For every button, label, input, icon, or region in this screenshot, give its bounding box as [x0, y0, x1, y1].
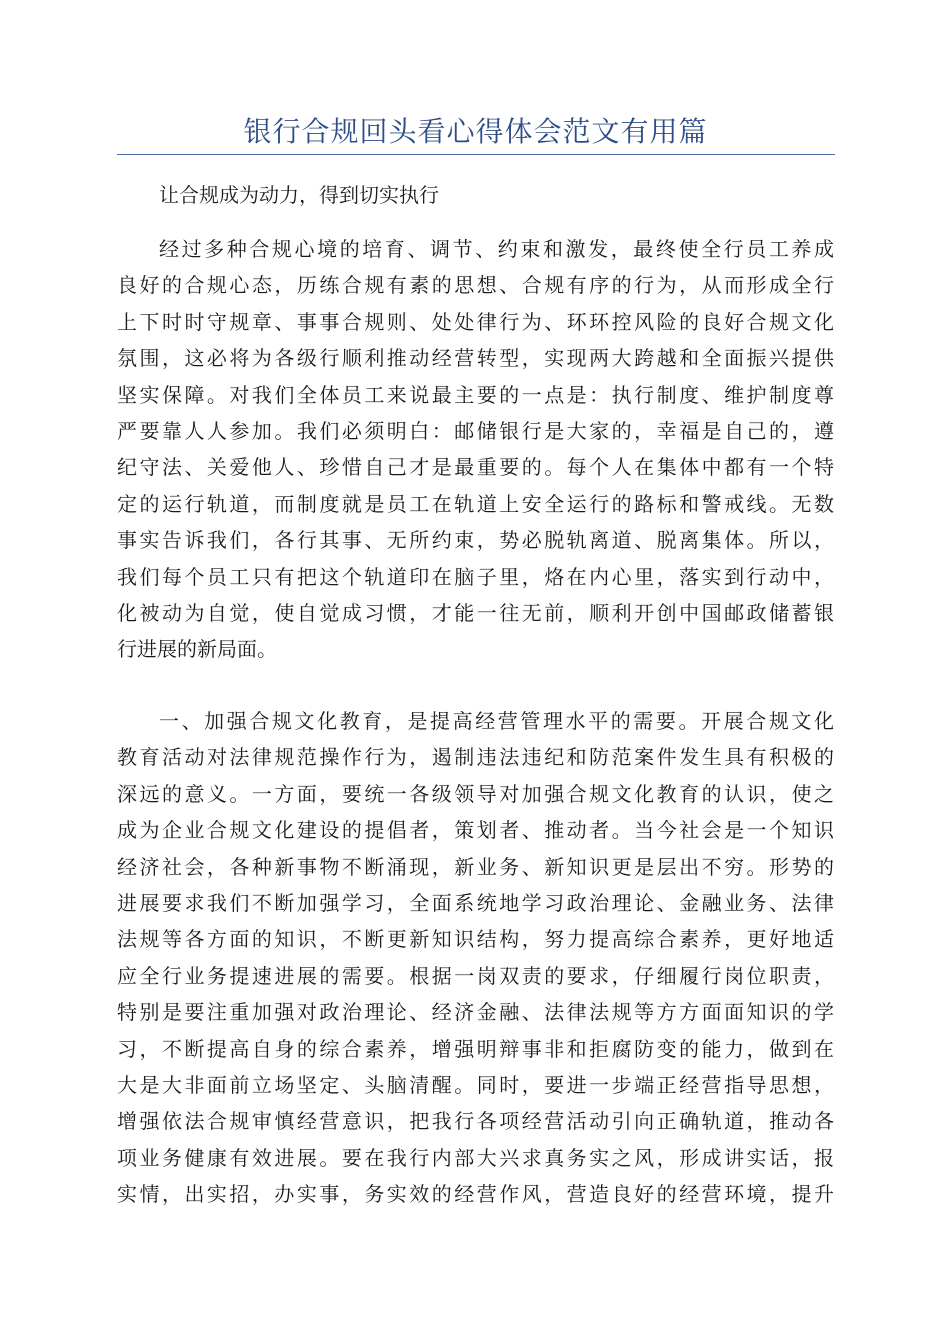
paragraph-line: 定的运行轨道，而制度就是员工在轨道上安全运行的路标和警戒线。无数	[117, 491, 834, 516]
paragraph-1	[117, 177, 834, 213]
paragraph-line: 化被动为自觉，使自觉成习惯，才能一往无前，顺利开创中国邮政储蓄银	[117, 600, 834, 625]
paragraph-line: 实情，出实招，办实事，务实效的经营作风，营造良好的经营环境，提升	[117, 1182, 834, 1207]
paragraph-line: 大是大非面前立场坚定、头脑清醒。同时，要进一步端正经营指导思想，	[117, 1072, 834, 1097]
document-title: 银行合规回头看心得体会范文有用篇	[243, 115, 708, 148]
paragraph-2	[117, 231, 834, 668]
paragraph-line: 项业务健康有效进展。要在我行内部大兴求真务实之风，形成讲实话，报	[117, 1145, 834, 1170]
paragraph-3	[117, 703, 834, 1212]
paragraph-line: 成为企业合规文化建设的提倡者，策划者、推动者。当今社会是一个知识	[117, 818, 834, 843]
paragraph-line: 严要靠人人参加。我们必须明白：邮储银行是大家的，幸福是自己的，遵	[117, 418, 834, 443]
paragraph-line: 特别是要注重加强对政治理论、经济金融、法律法规等方方面面知识的学	[117, 1000, 834, 1025]
paragraph-line: 增强依法合规审慎经营意识，把我行各项经营活动引向正确轨道，推动各	[117, 1109, 834, 1134]
paragraph-line: 氛围，这必将为各级行顺利推动经营转型，实现两大跨越和全面振兴提供	[117, 346, 834, 371]
paragraph-line: 进展要求我们不断加强学习，全面系统地学习政治理论、金融业务、法律	[117, 890, 834, 915]
paragraph-line: 我们每个员工只有把这个轨道印在脑子里，烙在内心里，落实到行动中，	[117, 564, 834, 589]
paragraph-line: 让合规成为动力，得到切实执行	[159, 183, 439, 207]
paragraph-line: 事实告诉我们，各行其事、无所约束，势必脱轨离道、脱离集体。所以，	[117, 528, 834, 553]
paragraph-line: 深远的意义。一方面，要统一各级领导对加强合规文化教育的认识，使之	[117, 781, 834, 806]
paragraph-line: 应全行业务提速进展的需要。根据一岗双责的要求，仔细履行岗位职责，	[117, 963, 834, 988]
paragraph-line: 良好的合规心态，历练合规有素的思想、合规有序的行为，从而形成全行	[117, 273, 834, 298]
paragraph-line: 经过多种合规心境的培育、调节、约束和激发，最终使全行员工养成	[159, 237, 834, 261]
paragraph-line: 上下时时守规章、事事合规则、处处律行为、环环控风险的良好合规文化	[117, 309, 834, 334]
paragraph-line: 纪守法、关爱他人、珍惜自己才是最重要的。每个人在集体中都有一个特	[117, 455, 834, 480]
paragraph-line: 法规等各方面的知识，不断更新知识结构，努力提高综合素养，更好地适	[117, 927, 834, 952]
paragraph-line: 经济社会，各种新事物不断涌现，新业务、新知识更是层出不穷。形势的	[117, 854, 834, 879]
title-underline	[117, 154, 835, 155]
paragraph-line: 一、加强合规文化教育，是提高经营管理水平的需要。开展合规文化	[159, 709, 834, 733]
paragraph-line: 教育活动对法律规范操作行为，遏制违法违纪和防范案件发生具有积极的	[117, 745, 834, 770]
paragraph-line: 习，不断提高自身的综合素养，增强明辩事非和拒腐防变的能力，做到在	[117, 1036, 834, 1061]
paragraph-line: 行进展的新局面。	[117, 637, 277, 662]
paragraph-line: 坚实保障。对我们全体员工来说最主要的一点是：执行制度、维护制度尊	[117, 382, 834, 407]
